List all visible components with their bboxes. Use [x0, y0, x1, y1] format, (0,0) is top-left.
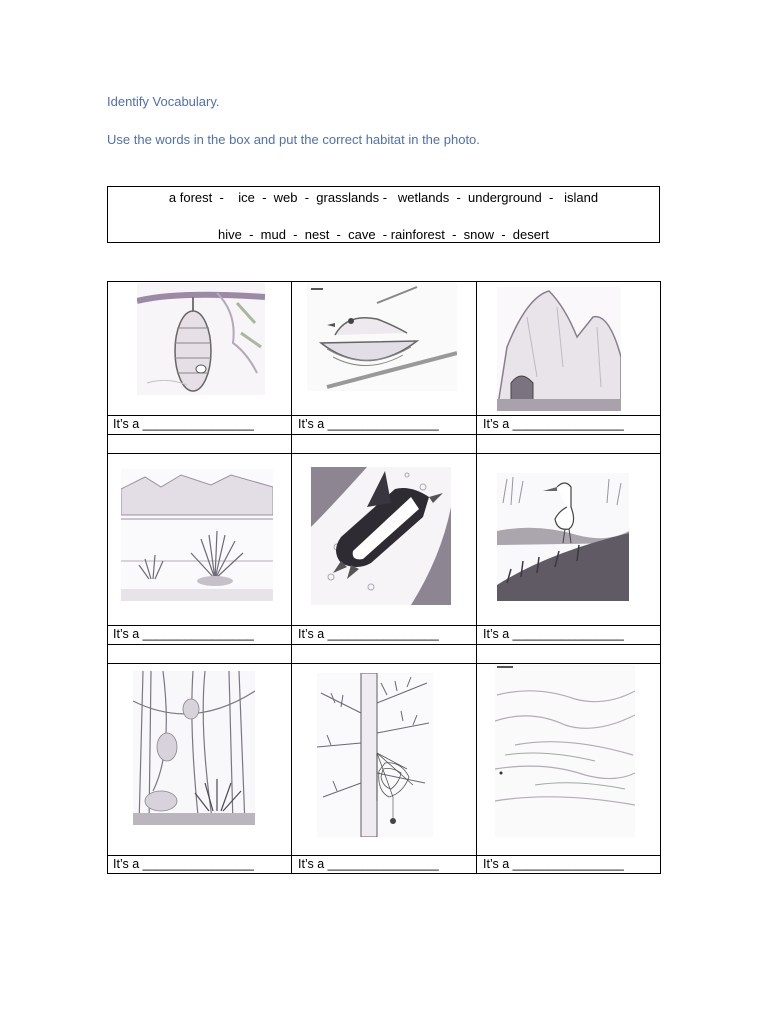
spider-web-icon	[317, 673, 433, 837]
caption-cell-4: It’s a ________________	[113, 627, 254, 641]
caption-cell-5: It’s a ________________	[298, 627, 439, 641]
rainforest-icon	[133, 671, 255, 825]
desert-dunes-icon	[495, 665, 635, 837]
caption-cell-9: It’s a ________________	[483, 857, 624, 871]
word-box	[107, 186, 660, 243]
word-box-line-1: a forest - ice - web - grasslands - wetlands - underground - island	[168, 190, 599, 205]
caption-cell-8: It’s a ________________	[298, 857, 439, 871]
caption-cell-7: It’s a ________________	[113, 857, 254, 871]
worksheet-title: Identify Vocabulary.	[107, 94, 220, 109]
caption-cell-2: It’s a ________________	[298, 417, 439, 431]
caption-cell-1: It’s a ________________	[113, 417, 254, 431]
penguin-ice-icon	[311, 467, 451, 605]
word-box-line-2: hive - mud - nest - cave - rainforest - snow - desert	[218, 227, 549, 242]
worksheet-instructions: Use the words in the box and put the correct habitat in the photo.	[107, 132, 480, 147]
beehive-icon	[137, 283, 265, 395]
snowy-grassland-icon	[121, 469, 273, 601]
caption-cell-6: It’s a ________________	[483, 627, 624, 641]
heron-wetland-icon	[497, 473, 629, 601]
bird-nest-icon	[307, 283, 457, 391]
caption-cell-3: It’s a ________________	[483, 417, 624, 431]
habitat-table	[107, 281, 661, 874]
cave-icon	[497, 287, 621, 411]
